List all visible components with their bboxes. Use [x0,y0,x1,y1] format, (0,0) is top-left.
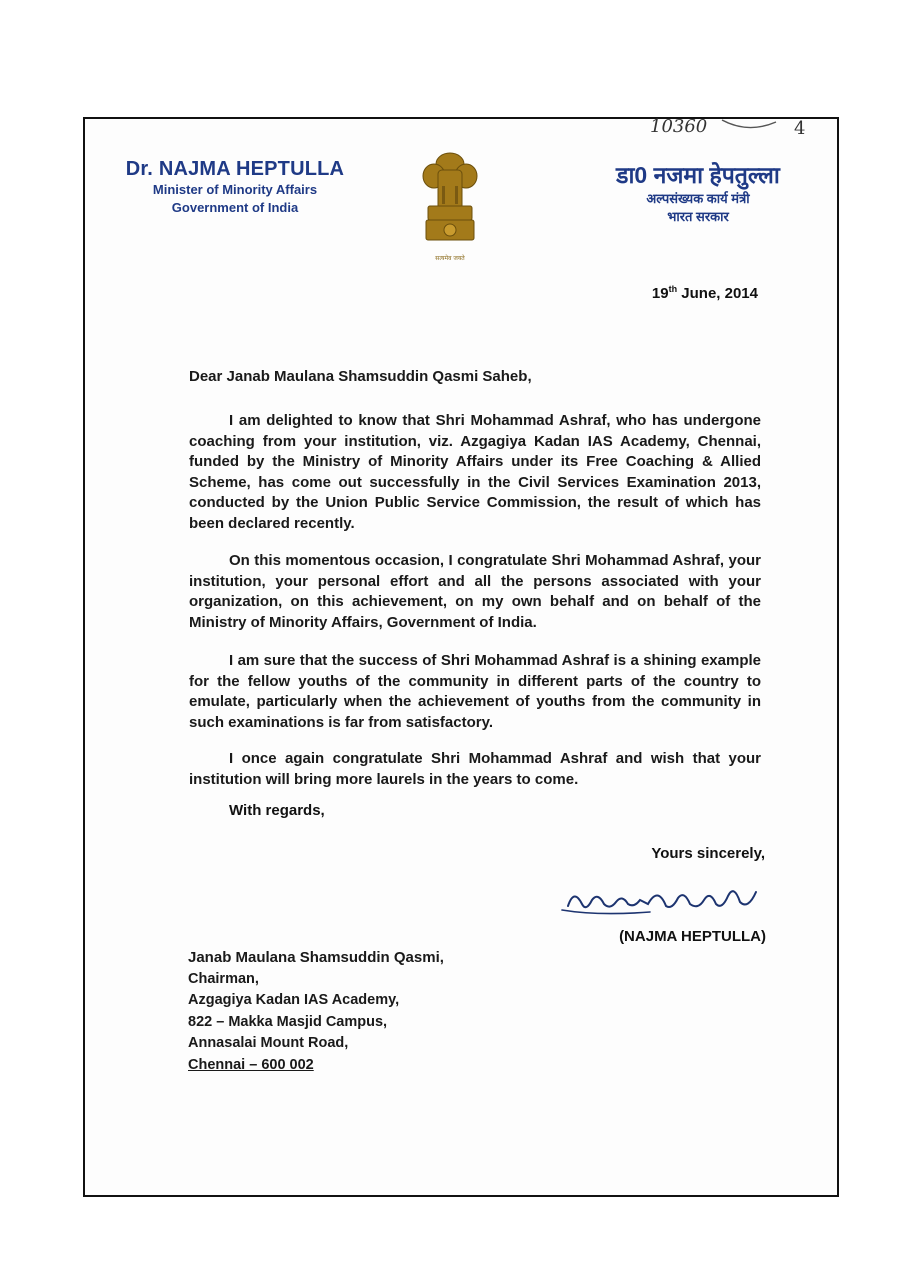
regards: With regards, [229,802,325,819]
paragraph-1 [189,411,761,534]
paragraph-1-part-c: has come out successfully in the Civil Services Examination 2013, conducted by the Union Public Service Commission, the result of which has been declared recently. [189,473,761,532]
national-emblem-icon [414,150,486,266]
paragraph-1-part-a: I am delighted to know that Shri Mohammad Ashraf, who has undergone coaching from your institution, viz. Azgagiya Kadan IAS Academy, Chennai, funded by the Ministry of Minority Affairs under its [189,412,761,470]
recipient-name: Janab Maulana Shamsuddin Qasmi, [188,949,444,966]
letterhead-english [122,158,348,217]
letterhead-hindi [598,158,798,226]
paragraph-4: I once again congratulate Shri Mohammad Ashraf and wish that your institution will bring more laurels in the years to come. [189,750,761,788]
address-line-road: Annasalai Mount Road, [188,1035,349,1051]
handwritten-signature [558,880,764,920]
date-month-year: June, 2014 [677,285,758,302]
signatory-name: (NAJMA HEPTULLA) [619,928,766,945]
minister-name: Dr. NAJMA HEPTULLA [125,158,345,180]
minister-title: Minister of Minority Affairs [152,182,318,197]
yours-sincerely: Yours sincerely, [651,845,765,862]
date-suffix: th [668,284,678,294]
letter-date [652,284,758,302]
address-line-campus: 822 – Makka Masjid Campus, [188,1013,388,1030]
emblem-motto: सत्यमेव जयते [435,255,465,262]
address-line-city: Chennai – 600 002 [188,1056,314,1073]
government-label: Government of India [171,200,299,215]
scheme-name: Free Coaching & Allied Scheme, [189,453,761,491]
minister-title-hindi: अल्पसंख्यक कार्य मंत्री [646,191,750,206]
recipient-institution: Azgagiya Kadan IAS Academy, [188,992,400,1008]
recipient-address [188,947,444,1076]
handwritten-stroke [720,116,780,134]
handwritten-reference-number: 10360 [650,116,708,137]
handwritten-mark: 4 [794,118,806,139]
government-label-hindi: भारत सरकार [667,209,729,224]
recipient-title: Chairman, [188,970,259,987]
paragraph-3: I am sure that the success of Shri Mohammad Ashraf is a shining example for the fellow youths of the community in different parts of the country to emulate, particularly when the achievement of youths from the community in such examinations is far from satisfactory. [189,652,761,731]
salutation: Dear Janab Maulana Shamsuddin Qasmi Saheb, [189,368,532,385]
date-day: 19 [651,285,669,302]
paragraph-2: On this momentous occasion, I congratulate Shri Mohammad Ashraf, your institution, your personal effort and all the persons associated with your organization, on this achievement, on my own behalf and on behalf of the Ministry of Minority Affairs, Government of India. [189,552,761,631]
minister-name-hindi: डा0 नजमा हेपतुल्ला [616,162,780,188]
